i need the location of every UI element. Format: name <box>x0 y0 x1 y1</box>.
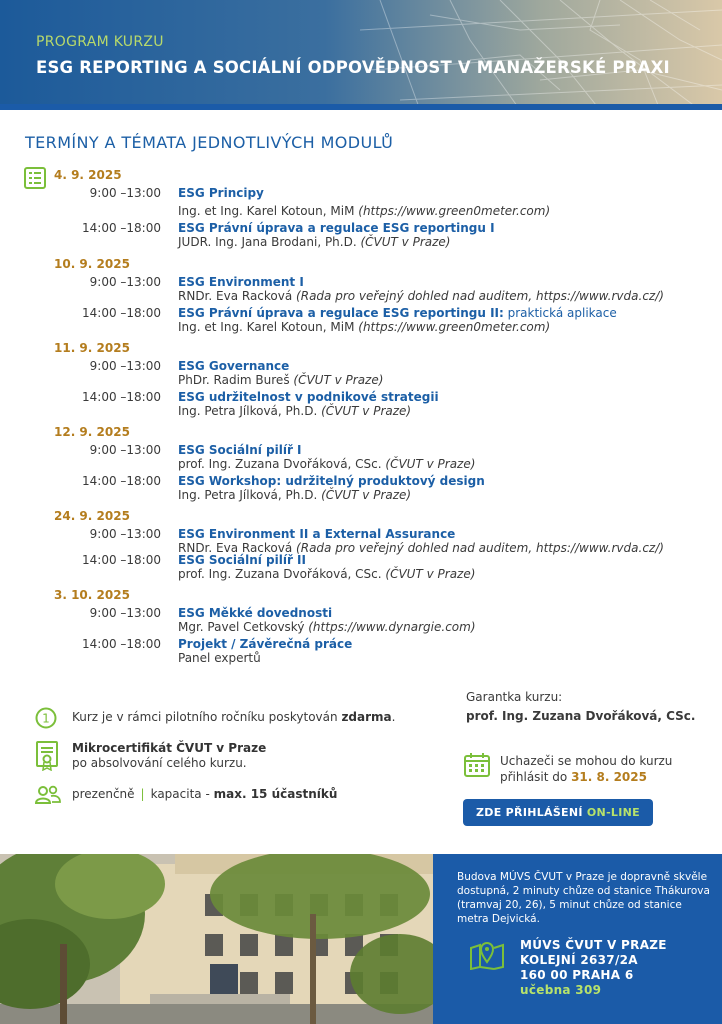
slot-time: 9:00 –13:00 <box>89 359 161 373</box>
slot-time: 14:00 –18:00 <box>82 553 161 567</box>
slot-topic: ESG Právní úprava a regulace ESG reportingu I <box>178 221 495 235</box>
register-label: ZDE PŘIHLÁŠENÍ <box>476 806 587 819</box>
lecturer-note: (ČVUT v Praze) <box>385 567 476 581</box>
register-accent: ON-LINE <box>586 806 640 819</box>
day-date: 24. 9. 2025 <box>54 509 130 523</box>
certificate-icon <box>34 741 62 771</box>
room-number: učebna 309 <box>520 983 602 997</box>
registration-deadline <box>464 753 672 785</box>
slot-lecturer <box>178 651 261 665</box>
slot-lecturer <box>178 373 383 387</box>
slot-time: 14:00 –18:00 <box>82 306 161 320</box>
lecturer-note: (ČVUT v Praze) <box>385 457 476 471</box>
slot-topic: ESG Měkké dovednosti <box>178 606 333 620</box>
slot-time: 14:00 –18:00 <box>82 390 161 404</box>
lecturer-note: (https://www.green0meter.com) <box>358 320 551 334</box>
slot-topic: ESG Sociální pilíř II <box>178 553 306 567</box>
slot-topic: Projekt / Závěrečná práce <box>178 637 353 651</box>
slot-lecturer <box>178 404 411 418</box>
free-course-info <box>34 707 395 729</box>
slot-lecturer <box>178 567 475 581</box>
day-date: 11. 9. 2025 <box>54 341 130 355</box>
deadline-date: 31. 8. 2025 <box>571 770 647 784</box>
deadline-text-1: Uchazeči se mohou do kurzu <box>500 754 673 768</box>
slot-lecturer <box>178 620 476 634</box>
map-background-graphic <box>0 0 722 110</box>
building-photo <box>0 854 433 1024</box>
capacity-value: max. 15 účastníků <box>213 787 338 801</box>
slot-lecturer <box>178 289 664 303</box>
slot-time: 14:00 –18:00 <box>82 221 161 235</box>
lecturer-note: (https://www.green0meter.com) <box>358 204 551 218</box>
calendar-icon <box>464 753 490 777</box>
free-bold: zdarma <box>341 710 392 724</box>
location-description: Budova MÚVS ČVUT v Praze je dopravně skvěle dostupná, 2 minuty chůze od stanice Thákurova (tramvaj 20, 26), 5 minut chůze od stanice metra Dejvická. <box>457 871 710 925</box>
day-date: 4. 9. 2025 <box>54 168 122 182</box>
certificate-text: po absolvování celého kurzu. <box>72 756 247 770</box>
certificate-info <box>34 741 266 771</box>
online-registration-button[interactable] <box>463 799 653 826</box>
lecturer-name: prof. Ing. Zuzana Dvořáková, CSc. <box>178 457 382 471</box>
svg-text:1: 1 <box>42 711 50 726</box>
lecturer-note: (ČVUT v Praze) <box>321 488 412 502</box>
lecturer-name: Mgr. Pavel Cetkovský <box>178 620 305 634</box>
slot-time: 14:00 –18:00 <box>82 474 161 488</box>
address-line-3: 160 00 PRAHA 6 <box>520 968 634 982</box>
section-title: TERMÍNY A TÉMATA JEDNOTLIVÝCH MODULŮ <box>25 133 394 152</box>
lecturer-name: Ing. Petra Jílková, Ph.D. <box>178 488 318 502</box>
day-date: 3. 10. 2025 <box>54 588 130 602</box>
capacity-label: kapacita - <box>150 787 214 801</box>
slot-topic: ESG Sociální pilíř I <box>178 443 302 457</box>
capacity-info: prezenčně | kapacita - max. 15 účastníků <box>34 785 337 805</box>
slot-topic: ESG Workshop: udržitelný produktový design <box>178 474 485 488</box>
lecturer-name: RNDr. Eva Racková <box>178 541 293 555</box>
lecturer-name: prof. Ing. Zuzana Dvořáková, CSc. <box>178 567 382 581</box>
day-date: 12. 9. 2025 <box>54 425 130 439</box>
slot-time: 14:00 –18:00 <box>82 637 161 651</box>
lecturer-name: Panel expertů <box>178 651 261 665</box>
lecturer-name: Ing. et Ing. Karel Kotoun, MiM <box>178 204 355 218</box>
lecturer-note: (ČVUT v Praze) <box>293 373 384 387</box>
program-label: PROGRAM KURZU <box>36 34 164 50</box>
slot-topic <box>178 306 617 320</box>
lecturer-name: Ing. et Ing. Karel Kotoun, MiM <box>178 320 355 334</box>
free-end: . <box>391 710 396 724</box>
lecturer-name: Ing. Petra Jílková, Ph.D. <box>178 404 318 418</box>
slot-time: 9:00 –13:00 <box>89 186 161 200</box>
lecturer-note: (https://www.dynargie.com) <box>308 620 476 634</box>
slot-lecturer <box>178 204 550 218</box>
slot-topic: ESG Principy <box>178 186 264 200</box>
slot-time: 9:00 –13:00 <box>89 275 161 289</box>
course-title: ESG REPORTING A SOCIÁLNÍ ODPOVĚDNOST V MANAŽERSKÉ PRAXI <box>36 58 670 77</box>
guarantor-name: prof. Ing. Zuzana Dvořáková, CSc. <box>466 709 696 723</box>
lecturer-name: JUDR. Ing. Jana Brodani, Ph.D. <box>178 235 357 249</box>
slot-lecturer <box>178 488 411 502</box>
attendance-mode: prezenčně <box>72 787 135 801</box>
number-one-icon <box>34 707 62 729</box>
free-text: Kurz je v rámci pilotního ročníku poskytován <box>72 710 342 724</box>
schedule-list-icon <box>23 166 47 190</box>
address-line-1: MÚVS ČVUT V PRAZE <box>520 938 667 952</box>
lecturer-note: (Rada pro veřejný dohled nad auditem, https://www.rvda.cz/) <box>296 289 664 303</box>
slot-topic: ESG udržitelnost v podnikové strategii <box>178 390 439 404</box>
header-bottom-bar <box>0 104 722 110</box>
slot-topic: ESG Environment II a External Assurance <box>178 527 456 541</box>
header-banner <box>0 0 722 110</box>
lecturer-name: PhDr. Radim Bureš <box>178 373 290 387</box>
map-pin-icon <box>469 940 505 970</box>
slot-lecturer <box>178 320 550 334</box>
deadline-text-2: přihlásit do <box>500 770 572 784</box>
topic-extra: praktická aplikace <box>503 306 617 320</box>
day-date: 10. 9. 2025 <box>54 257 130 271</box>
guarantor-label: Garantka kurzu: <box>466 690 563 704</box>
people-icon <box>34 785 62 805</box>
slot-topic: ESG Environment I <box>178 275 304 289</box>
slot-lecturer <box>178 457 475 471</box>
slot-time: 9:00 –13:00 <box>89 527 161 541</box>
lecturer-note: (ČVUT v Praze) <box>360 235 451 249</box>
building-photo-graphic <box>0 854 433 1024</box>
slot-time: 9:00 –13:00 <box>89 443 161 457</box>
slot-topic: ESG Governance <box>178 359 290 373</box>
location-address <box>520 938 667 998</box>
slot-lecturer <box>178 235 450 249</box>
slot-time: 9:00 –13:00 <box>89 606 161 620</box>
location-panel <box>433 854 722 1024</box>
lecturer-name: RNDr. Eva Racková <box>178 289 293 303</box>
topic-main: ESG Právní úprava a regulace ESG reportingu II: <box>178 306 504 320</box>
lecturer-note: (Rada pro veřejný dohled nad auditem, https://www.rvda.cz/) <box>296 541 664 555</box>
lecturer-note: (ČVUT v Praze) <box>321 404 412 418</box>
address-line-2: KOLEJNÍ 2637/2A <box>520 953 638 967</box>
certificate-title: Mikrocertifikát ČVUT v Praze <box>72 741 267 755</box>
